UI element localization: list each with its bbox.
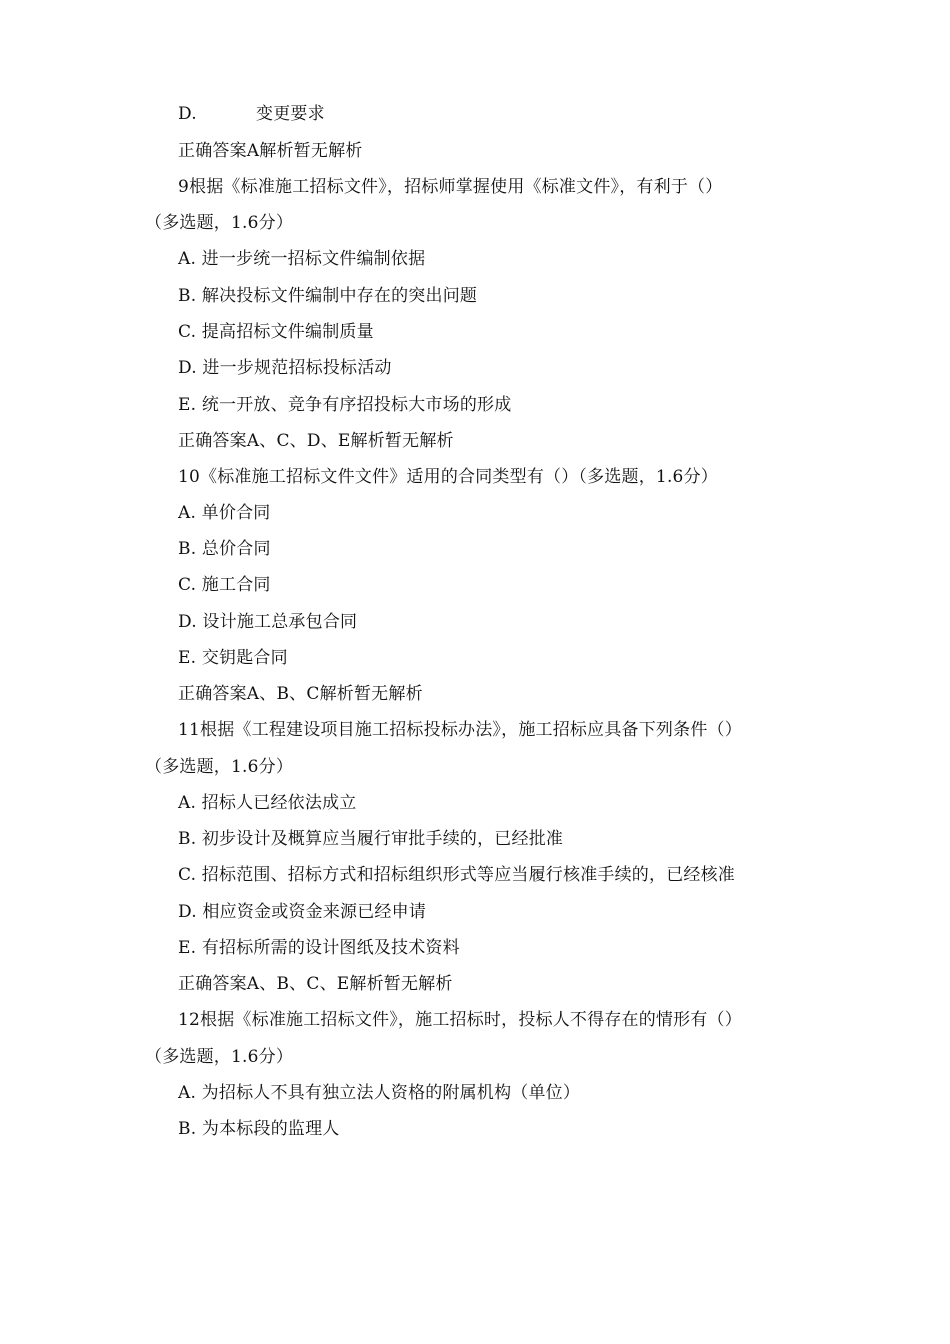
option-d-line [178,96,325,132]
option-line: D. 相应资金或资金来源已经申请 [178,902,427,922]
option-line: E. 统一开放、竞争有序招投标大市场的形成 [178,395,512,415]
option-line: B. 解决投标文件编制中存在的突出问题 [178,286,478,306]
question-11-text: 11根据《工程建设项目施工招标投标办法》，施工招标应具备下列条件（） [178,720,742,740]
option-text: 变更要求 [256,104,325,124]
answer-line: 正确答案A解析暂无解析 [178,141,363,161]
question-10-text: 10《标准施工招标文件文件》适用的合同类型有（）（多选题，1.6分） [178,467,718,487]
answer-line: 正确答案A、C、D、E解析暂无解析 [178,431,454,451]
option-line: B. 初步设计及概算应当履行审批手续的，已经批准 [178,829,564,849]
option-key: D. [178,104,197,124]
option-line: A. 招标人已经依法成立 [178,793,357,813]
option-line: A. 为招标人不具有独立法人资格的附属机构（单位） [178,1083,581,1103]
answer-line: 正确答案A、B、C、E解析暂无解析 [178,974,453,994]
option-line: D. 进一步规范招标投标活动 [178,358,392,378]
option-line: A. 单价合同 [178,503,271,523]
question-12-type: （多选题，1.6分） [145,1047,294,1067]
option-line: B. 为本标段的监理人 [178,1119,340,1139]
option-line: C. 招标范围、招标方式和招标组织形式等应当履行核准手续的，已经核准 [178,865,736,885]
question-9-text: 9根据《标准施工招标文件》，招标师掌握使用《标准文件》，有利于（） [178,177,723,197]
option-line: B. 总价合同 [178,539,271,559]
option-line: D. 设计施工总承包合同 [178,612,358,632]
option-line: E. 有招标所需的设计图纸及技术资料 [178,938,460,958]
option-line: C. 提高招标文件编制质量 [178,322,374,342]
answer-line: 正确答案A、B、C解析暂无解析 [178,684,423,704]
option-line: E. 交钥匙合同 [178,648,288,668]
option-line: C. 施工合同 [178,575,271,595]
question-11-type: （多选题，1.6分） [145,757,294,777]
option-line: A. 进一步统一招标文件编制依据 [178,249,426,269]
question-12-text: 12根据《标准施工招标文件》，施工招标时，投标人不得存在的情形有（） [178,1010,742,1030]
question-9-type: （多选题，1.6分） [145,213,294,233]
